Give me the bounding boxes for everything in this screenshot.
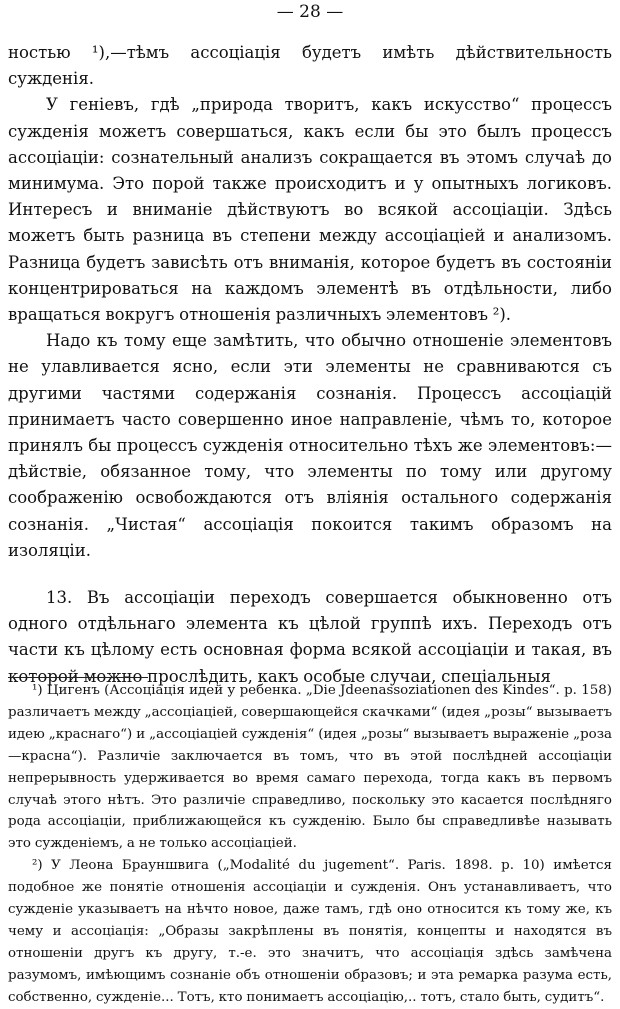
footnote-2: ²) У Леона Брауншвига („Modalité du jugement“. Paris. 1898. p. 10) имѣется подобное же понятіе отношенія ассоціаціи и сужденія. Онъ устанавливаетъ, что сужденіе указываетъ на нѣчто новое, даже тамъ, гдѣ оно относится къ тому же, къ чему и ассоціація: „Образы закрѣплены въ понятія, концепты и находятся въ отношеніи другъ къ другу, т.-е. это значитъ, что ассоціація здѣсь замѣчена разумомъ, имѣющимъ сознаніе объ отношеніи образовъ; и эта ремарка разума есть, собственно, сужденіе... Тотъ, кто понимаетъ ассоціацію,.. тотъ, стало быть, судитъ“. [8,858,612,1005]
page-number: — 28 — [276,2,344,22]
paragraph-section-13: 13. Въ ассоціаціи переходъ совершается обыкновенно отъ одного отдѣльнаго элемента къ цѣлой группѣ ихъ. Переходъ отъ части къ цѣлому есть основная форма всякой ассоціаціи и такая, въ которой можно прослѣдить, какъ особые случаи, спеціальныя [8,588,612,686]
paragraph-genius: У геніевъ, гдѣ „природа творитъ, какъ искусство“ процессъ сужденія можетъ совершаться, какъ если бы это былъ процессъ ассоціаціи: сознательный анализъ сокращается въ этомъ случаѣ до минимума. Это порой также происходитъ и у опытныхъ логиковъ. Интересъ и вниманіе дѣйствуютъ во всякой ассоціаціи. Здѣсь можетъ быть разница въ степени между ассоціаціей и анализомъ. Разница будетъ зависѣть отъ вниманія, которое будетъ въ состояніи концентрироваться на каждомъ элементѣ въ отдѣльности, либо вращаться вокругъ отношенія различныхъ элементовъ ²). [8,95,612,325]
main-text [8,40,612,690]
footnote-1: ¹) Цигенъ (Ассоціація идей у ребенка. „Die Jdeenassoziationen des Kindes“. p. 158) различаетъ между „ассоціаціей, совершающейся скачками“ (идея „розы“ вызываетъ идею „краснаго“) и „ассоціаціей сужденія“ (идея „розы“ вызываетъ выраженіе „роза—красна“). Различіе заключается въ томъ, что въ этой послѣдней ассоціаціи непрерывность удерживается во время самаго перехода, тогда какъ въ первомъ случаѣ этого нѣтъ. Это различіе справедливо, поскольку это касается послѣдняго рода ассоціаціи, приближающейся къ сужденію. Было бы справедливѣе называть это сужденіемъ, а не только ассоціаціей. [8,683,612,852]
paragraph-continuation: ностью ¹),—тѣмъ ассоціація будетъ имѣть дѣйствительность сужденія. [8,43,612,89]
footnotes [8,680,612,1009]
paragraph-relation: Надо къ тому еще замѣтить, что обычно отношеніе элементовъ не улавливается ясно, если эти элементы не сравниваются съ другими частями содержанія сознанія. Процессъ ассоціацій принимаетъ часто совершенно иное направленіе, чѣмъ то, которое принялъ бы процессъ сужденія относительно тѣхъ же элементовъ:—дѣйствіе, обязанное тому, что элементы по тому или другому соображенію освобождаются отъ вліянія остального содержанія сознанія. „Чистая“ ассоціація покоится такимъ образомъ на изоляціи. [8,331,612,560]
footnote-separator [8,677,148,678]
section-gap [8,564,612,585]
